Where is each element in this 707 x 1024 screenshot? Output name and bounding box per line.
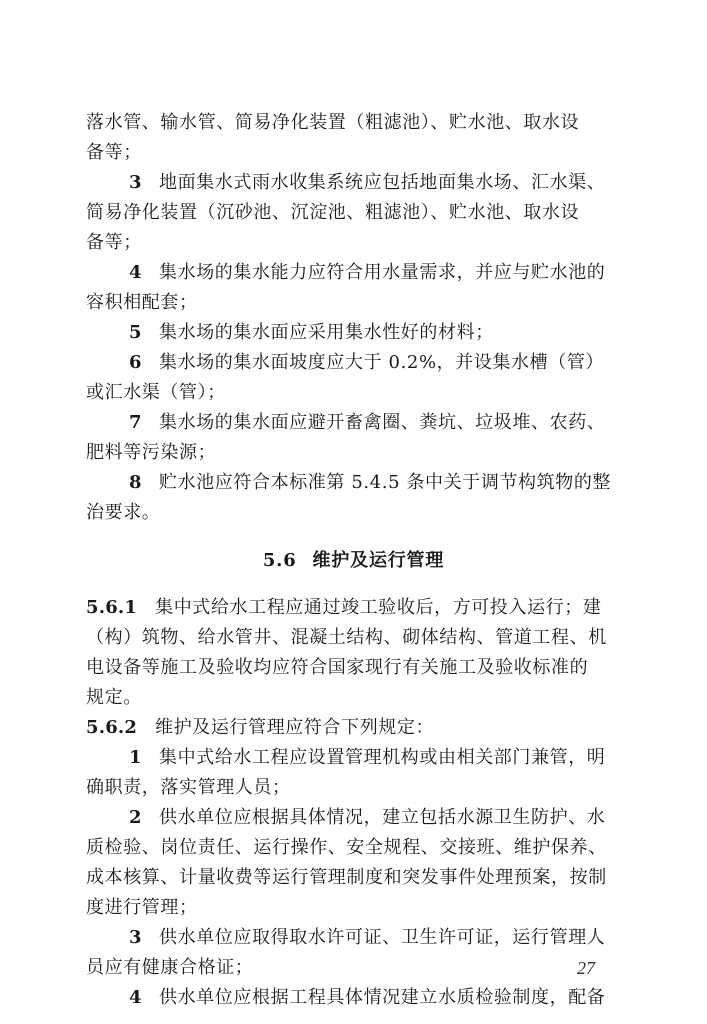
item-number: 7 (129, 412, 143, 433)
text-line: 员应有健康合格证； (86, 957, 254, 978)
item-number: 4 (129, 262, 143, 283)
text-line: 规定。 (86, 687, 142, 708)
clause-text: 集中式给水工程应通过竣工验收后，方可投入运行；建 (155, 597, 602, 618)
text-line: 备等； (86, 142, 142, 163)
section-number: 5.6 (262, 550, 297, 571)
item-text: 集水场的集水面应避开畜禽圈、粪坑、垃圾堆、农药、 (159, 412, 606, 433)
item-number: 3 (129, 927, 143, 948)
item-number: 5 (129, 322, 143, 343)
item-number: 4 (129, 987, 143, 1008)
text-line: 容积相配套； (86, 292, 198, 313)
text-line: （构）筑物、给水管井、混凝土结构、砌体结构、管道工程、机 (86, 627, 607, 648)
item-text: 集水场的集水能力应符合用水量需求，并应与贮水池的 (159, 262, 606, 283)
item-number: 1 (129, 747, 143, 768)
item-text: 供水单位应根据具体情况，建立包括水源卫生防护、水 (159, 807, 606, 828)
item-text: 集中式给水工程应设置管理机构或由相关部门兼管，明 (159, 747, 606, 768)
section-title: 维护及运行管理 (312, 550, 445, 571)
text-line: 简易净化装置（沉砂池、沉淀池、粗滤池）、贮水池、取水设 (86, 202, 580, 223)
list-item-3b (129, 925, 626, 951)
clause-5-6-2 (86, 715, 626, 741)
item-text: 集水场的集水面应采用集水性好的材料； (159, 322, 494, 343)
clause-5-6-1 (86, 595, 626, 621)
item-number: 2 (129, 807, 143, 828)
list-item-3 (129, 170, 626, 196)
clause-number: 5.6.1 (86, 597, 138, 618)
list-item-5 (129, 320, 626, 346)
clause-text: 维护及运行管理应符合下列规定： (155, 717, 435, 738)
item-number: 6 (129, 352, 143, 373)
text-line: 电设备等施工及验收均应符合国家现行有关施工及验收标准的 (86, 657, 589, 678)
item-number: 8 (129, 472, 143, 493)
page-number: 27 (577, 958, 595, 978)
text-line: 备等； (86, 232, 142, 253)
text-line: 肥料等污染源； (86, 442, 217, 463)
item-number: 3 (129, 172, 143, 193)
text-line: 质检验、岗位责任、运行操作、安全规程、交接班、维护保养、 (86, 837, 607, 858)
text-line: 或汇水渠（管）； (86, 382, 226, 403)
text-line: 成本核算、计量收费等运行管理制度和突发事件处理预案，按制 (86, 867, 607, 888)
list-item-4 (129, 260, 626, 286)
clause-number: 5.6.2 (86, 717, 138, 738)
list-item-1 (129, 745, 626, 771)
item-text: 地面集水式雨水收集系统应包括地面集水场、汇水渠、 (159, 172, 606, 193)
text-line: 治要求。 (86, 502, 161, 523)
item-text: 供水单位应根据工程具体情况建立水质检验制度，配备 (159, 987, 606, 1008)
text-line: 确职责，落实管理人员； (86, 777, 291, 798)
item-text: 供水单位应取得取水许可证、卫生许可证，运行管理人 (159, 927, 606, 948)
list-item-4b (129, 985, 626, 1011)
list-item-6 (129, 350, 626, 376)
text-line: 落水管、输水管、简易净化装置（粗滤池）、贮水池、取水设 (86, 112, 580, 133)
list-item-2 (129, 805, 626, 831)
text-line: 度进行管理； (86, 897, 198, 918)
item-text: 集水场的集水面坡度应大于 0.2%，并设集水槽（管） (159, 352, 605, 373)
list-item-8 (129, 470, 626, 496)
section-heading (0, 548, 707, 574)
list-item-7 (129, 410, 626, 436)
item-text: 贮水池应符合本标准第 5.4.5 条中关于调节构筑物的整 (159, 472, 612, 493)
